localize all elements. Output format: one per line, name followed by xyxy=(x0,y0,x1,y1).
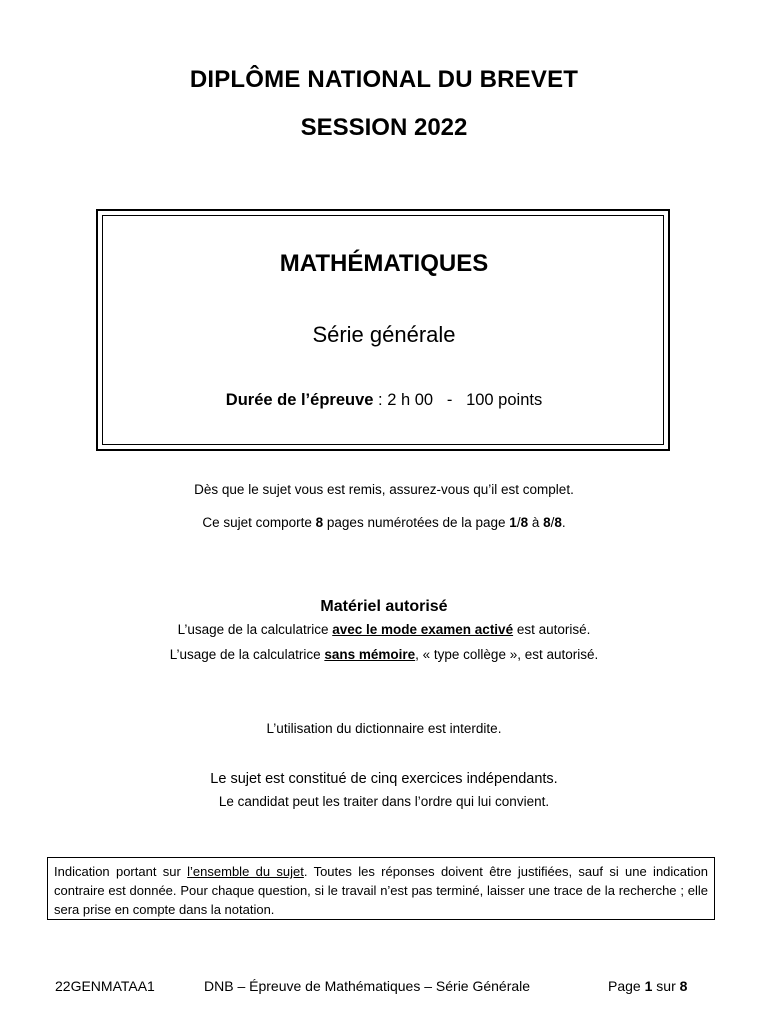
exam-title: DIPLÔME NATIONAL DU BREVET xyxy=(189,66,579,93)
exam-mode-text: avec le mode examen activé xyxy=(332,622,514,637)
footer-page xyxy=(608,978,687,994)
slash: / xyxy=(550,515,555,530)
page-text: Page xyxy=(608,978,645,994)
indication-box xyxy=(47,857,715,920)
page-total: 8 xyxy=(554,515,562,530)
materiel-text: , « type collège », est autorisé. xyxy=(415,647,599,662)
intro-line-1: Dès que le sujet vous est remis, assurez-vous qu’il est complet. xyxy=(194,482,574,497)
duration-value: : 2 h 00 - 100 points xyxy=(373,391,543,409)
materiel-text: est autorisé. xyxy=(513,622,591,637)
duration-line xyxy=(0,391,768,410)
exercises-line-2: Le candidat peut les traiter dans l’ordre qui lui convient. xyxy=(218,794,550,809)
no-memory-text: sans mémoire xyxy=(324,647,416,662)
materiel-text: L’usage de la calculatrice xyxy=(169,647,325,662)
page-end: 8 xyxy=(543,515,551,530)
indication-text: Indication portant sur xyxy=(54,864,188,879)
series-label: Série générale xyxy=(312,322,456,347)
intro-text: Ce sujet comporte xyxy=(202,515,316,530)
footer-code: 22GENMATAA1 xyxy=(55,978,155,994)
materiel-text: L’usage de la calculatrice xyxy=(177,622,333,637)
page-count: 8 xyxy=(315,515,324,530)
page-start: 1 xyxy=(509,515,517,530)
page-text: sur xyxy=(652,978,680,994)
indication-underlined: l’ensemble du sujet xyxy=(187,864,304,879)
intro-line-2 xyxy=(0,515,768,530)
intro-text: à xyxy=(528,515,544,530)
page-total: 8 xyxy=(520,515,529,530)
footer-title: DNB – Épreuve de Mathématiques – Série Générale xyxy=(204,978,531,994)
exercises-line-1: Le sujet est constitué de cinq exercices indépendants. xyxy=(210,771,558,787)
period: . xyxy=(561,515,566,530)
materiel-heading: Matériel autorisé xyxy=(320,598,448,615)
page-total: 8 xyxy=(679,978,688,994)
indication-text: . Toutes les réponses doivent être justifiées, sauf si une indication contraire est donnée. Pour chaque question, si le travail n’est pas terminé, laisser une trace de la recherche ; elle sera prise en compte dans la notation. xyxy=(54,864,708,917)
session-title: SESSION 2022 xyxy=(300,114,468,141)
subject-title: MATHÉMATIQUES xyxy=(279,250,489,277)
slash: / xyxy=(516,515,521,530)
materiel-line-2 xyxy=(0,647,768,662)
intro-text: pages numérotées de la page xyxy=(323,515,510,530)
dictionary-rule: L’utilisation du dictionnaire est interdite. xyxy=(266,721,502,736)
duration-label: Durée de l’épreuve xyxy=(225,391,374,409)
page-number: 1 xyxy=(644,978,653,994)
materiel-line-1 xyxy=(0,622,768,637)
